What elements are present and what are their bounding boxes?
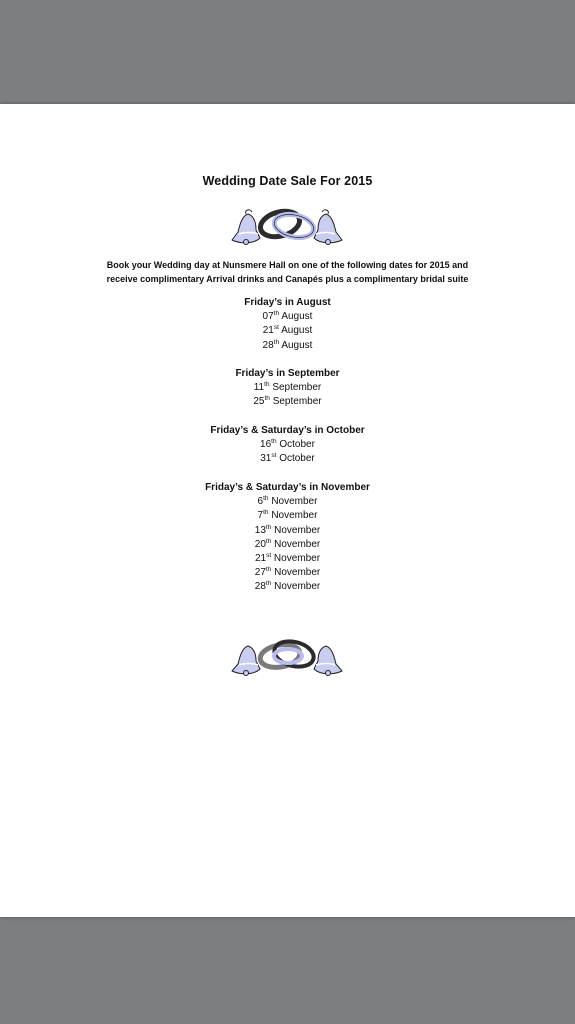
date-item: 28th August: [262, 338, 313, 351]
section-august: [0, 296, 575, 353]
intro-text: [0, 258, 575, 286]
date-item: 6th November: [257, 495, 318, 508]
document-title: Wedding Date Sale For 2015: [202, 174, 373, 188]
date-item: 27th November: [254, 566, 321, 579]
document-page: [0, 104, 575, 917]
section-september: [0, 367, 575, 410]
intro-line-1: Book your Wedding day at Nunsmere Hall on one of the following dates for 2015 and: [106, 260, 469, 270]
date-item: 21st November: [254, 552, 321, 565]
intro-line-2: receive complimentary Arrival drinks and Canapés plus a complimentary bridal suite: [106, 274, 469, 284]
section-november: [0, 481, 575, 595]
wedding-bells-and-rings-icon: [228, 204, 346, 248]
wedding-bells-and-rings-icon: [228, 634, 346, 678]
date-item: 16th October: [260, 438, 315, 451]
date-item: 7th November: [257, 509, 318, 522]
date-item: 28th November: [254, 580, 321, 593]
date-item: 25th September: [253, 395, 322, 408]
section-heading: Friday’s & Saturday’s in November: [205, 482, 370, 493]
section-october: [0, 424, 575, 467]
date-item: 21st August: [262, 324, 313, 337]
date-item: 13th November: [254, 523, 321, 536]
date-item: 11th September: [253, 381, 322, 394]
section-heading: Friday’s in September: [235, 368, 340, 379]
date-item: 07th August: [262, 310, 313, 323]
section-heading: Friday’s & Saturday’s in October: [210, 425, 365, 436]
section-heading: Friday’s in August: [244, 297, 331, 308]
date-item: 31st October: [260, 452, 315, 465]
date-item: 20th November: [254, 537, 321, 550]
